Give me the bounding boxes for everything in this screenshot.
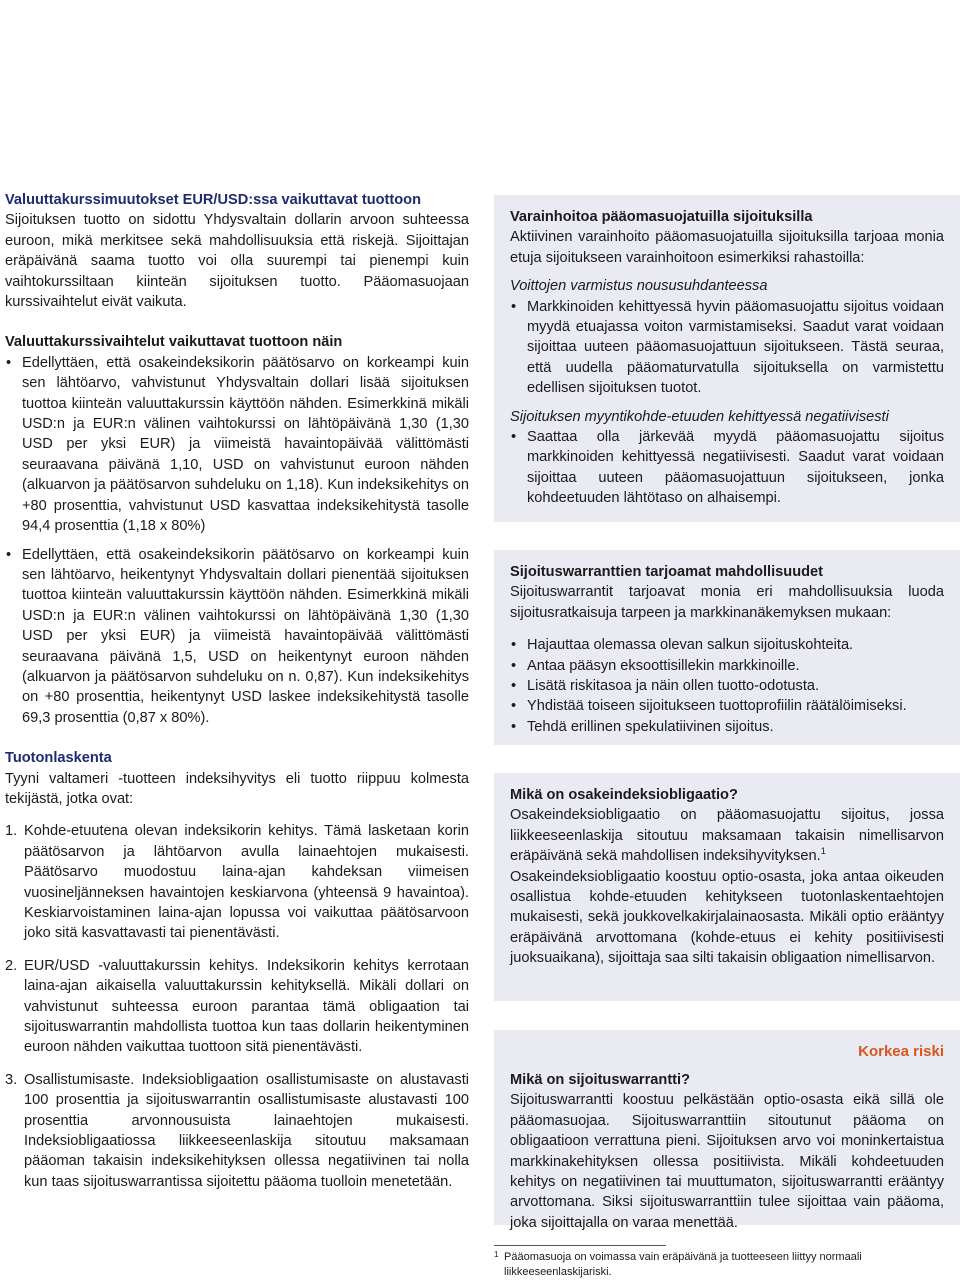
box-paragraph-structure: Osakeindeksiobligaatio koostuu optio-osasta, joka antaa oikeuden osallistua kohde-etuuden kehitykseen tuotonlaskentaehtojen mukaisesti, sekä joukkovelkakirjalainaosasta. Mikäli optio erääntyy eräpäivänä arvottomana (kohde-etuus ei kehity positiivisesti juoksuaikana), sijoittaja saa silti takaisin obligaation nimellisarvon.: [510, 868, 944, 967]
item-text: EUR/USD -valuuttakurssin kehitys. Indeksikorin kehitys kerrotaan laina-ajan aikaisella valuuttakurssin kehityksellä. Mikäli dollari on vahvistunut suhteessa euroon parantaa tämä obligaation tai sijoituswarrantin mahdollista tuottoa kun taas dollarin heikentyminen euroon nähden vaikuttaa tuottoon sitä pienentävästi.: [24, 957, 469, 1056]
bullet-weakened-usd: • Edellyttäen, että osakeindeksikorin päätösarvo on korkeampi kuin sen lähtöarvo, heikentynyt Yhdysvaltain dollari pienentää sijoituksen tuottoa kiinteän valuuttakurssin käyttöön nähden. Esimerkkinä mikäli USD:n ja EUR:n välinen vaihtokurssi on lähtöpäivänä 1,30 (1,30 USD per yksi EUR) ja viimeistä havaintopäivää välittömästi seuraavana päivänä 1,5, USD on heikentynyt euroon nähden (alkuarvon ja päätösarvon suhdeluku on n. 0,87). Kun indeksikehitys on +80 prosenttia, heikentynyt USD laskee indeksikehitystä tasolle 69,3 prosenttia (0,87 x 80%).: [5, 545, 469, 729]
section-title-return-calculation: Tuotonlaskenta: [5, 750, 112, 767]
list-item: • Lisätä riskitasoa ja näin ollen tuotto-odotusta.: [510, 676, 944, 696]
footnote-marker: 1: [494, 1250, 499, 1259]
info-box-asset-management: [494, 195, 960, 522]
list-item: • Yhdistää toiseen sijoitukseen tuottoprofiilin räätälöimiseksi.: [510, 696, 944, 716]
section-title-currency-effects: Valuuttakurssimuutokset EUR/USD:ssa vaikuttavat tuottoon: [5, 192, 421, 208]
bullet-strengthened-usd: • Edellyttäen, että osakeindeksikorin päätösarvo on korkeampi kuin sen lähtöarvo, vahvistunut Yhdysvaltain dollari lisää sijoituksen tuottoa kiinteän valuuttakurssin käyttöön nähden. Esimerkkinä mikäli USD:n ja EUR:n välinen vaihtokurssi on lähtöpäivänä 1,30 (1,30 USD per yksi EUR) ja viimeistä havaintopäivää välittömästi seuraavana päivänä 1,10, USD on vahvistunut euroon nähden (alkuarvon ja päätösarvon suhdeluku on 1,18). Kun indeksikehitys on +80 prosenttia, vahvistunut USD kasvattaa indeksikehitystä tasolle 94,4 prosenttia (1,18 x 80%): [5, 353, 469, 537]
footnote-reference: 1: [820, 846, 826, 857]
info-box-warrant-opportunities: [494, 550, 960, 745]
section-title-currency-fluctuations: Valuuttakurssivaihtelut vaikuttavat tuottoon näin: [5, 334, 343, 351]
item-text: Kohde-etuutena olevan indeksikorin kehitys. Tämä lasketaan korin päätösarvon ja lähtöarvon avulla lainaehtojen mukaisesti. Päätösarvo muodostuu laina-ajan kahdeksan viimeisen vuosineljänneksen havaintojen keskiarvona (yhteensä 9 havaintoa). Keskiarvoistaminen laina-ajan lopussa voi vaikuttaa päätösarvoon joko sitä kasvattavasti tai pienentävästi.: [24, 823, 469, 942]
footnote: [494, 1245, 934, 1280]
numbered-item-3: [5, 1070, 469, 1192]
box-subtitle-profit-lock: Voittojen varmistus noususuhdanteessa: [510, 278, 768, 295]
list-item: • Tehdä erillinen spekulatiivinen sijoitus.: [510, 717, 944, 737]
paragraph-return-intro: Tyyni valtameri -tuotteen indeksihyvitys eli tuotto riippuu kolmesta tekijästä, jotka ovat:: [5, 770, 469, 807]
box-title: Sijoituswarranttien tarjoamat mahdollisuudet: [510, 564, 824, 580]
item-number: 1.: [5, 823, 18, 840]
box-paragraph: Sijoituswarrantti koostuu pelkästään optio-osasta eikä sillä ole pääomasuojaa. Sijoituswarranttiin sitoutunut pääoma on obligaatioon verrattuna pieni. Sijoituksen arvo voi moninkertaistua markkinakehityksen ollessa positiivista. Mikäli kohdeetuuden kehitys on negatiivinen tai muuttumaton, sijoituswarrantti erääntyy arvottomana. Siksi sijoituswarranttiin tulee sijoittaa vain pääoma, joka sijoittajalla on varaa menettää.: [510, 1092, 944, 1231]
list-item: • Hajauttaa olemassa olevan salkun sijoituskohteita.: [510, 635, 944, 655]
item-number: 2.: [5, 957, 18, 974]
box-bullet-profit-lock: • Markkinoiden kehittyessä hyvin pääomasuojattu sijoitus voidaan myydä etuajassa voiton varmistamiseksi. Saadut varat voidaan sijoittaa uuteen pääomasuojattuun sijoitukseen. Tästä seuraa, että uudella pääomaturvatulla sijoituksella on varmistettu edellisen sijoituksen tuotot.: [510, 297, 944, 399]
left-column: [5, 190, 469, 1192]
numbered-item-1: [5, 821, 469, 943]
paragraph-currency-effects: Sijoituksen tuotto on sidottu Yhdysvaltain dollarin arvoon suhteessa euroon, mikä merkitsee sekä mahdollisuuksia että riskejä. Sijoittajan eräpäivänä saama tuotto voi olla suurempi tai pienempi kuin vaihtokurssiltaan kiinteän sijoituksen tuotto. Pääomasuojaan kurssivaihtelut eivät vaikuta.: [5, 212, 469, 311]
info-box-investment-warrant: [494, 1030, 960, 1231]
item-text: Osallistumisaste. Indeksiobligaation osallistumisaste on alustavasti 100 prosenttia ja sijoituswarrantin osallistumisaste alustavasti 100 prosenttia arvonnousuista lainaehtojen mukaisesti. Indeksiobligaatiossa liikkeeseenlaskija sitoutuu maksamaan pääoman takaisin indeksikehityksen ollessa negatiivinen tai nolla kun taas sijoituswarrantissa sijoitettu pääoma tuolloin menetetään.: [24, 1071, 469, 1190]
numbered-item-2: [5, 956, 469, 1058]
info-box-equity-index-bond: [494, 773, 960, 1001]
footnote-text: [494, 1250, 934, 1280]
box-bullet-negative-development: • Saattaa olla järkevää myydä pääomasuojattu sijoitus markkinoiden kehittyessä negatiivisesti. Saadut varat voidaan sijoittaa uuteen pääomasuojattuun sijoitukseen, jonka kohdeetuuden lähtötaso on alhaisempi.: [510, 427, 944, 509]
box-intro: Sijoituswarrantit tarjoavat monia eri mahdollisuuksia luoda sijoitusratkaisuja tarpeen ja markkinanäkemyksen mukaan:: [510, 584, 944, 621]
box-title: Mikä on osakeindeksiobligaatio?: [510, 787, 738, 803]
footnote-divider: [494, 1245, 666, 1246]
list-item: • Antaa pääsyn eksoottisillekin markkinoille.: [510, 656, 944, 676]
box-title: Mikä on sijoituswarrantti?: [510, 1072, 691, 1088]
item-number: 3.: [5, 1071, 18, 1088]
box-intro: Aktiivinen varainhoito pääomasuojatuilla sijoituksilla tarjoaa monia etuja sijoitukseen varainhoitoon esimerkiksi rahastoilla:: [510, 229, 944, 266]
footnote-body: Pääomasuoja on voimassa vain eräpäivänä ja tuotteeseen liittyy normaali liikkeeseenlaskijariski.: [504, 1251, 862, 1278]
box-paragraph-definition: [510, 805, 944, 866]
definition-text: Osakeindeksiobligaatio on pääomasuojattu sijoitus, jossa liikkeeseenlaskija sitoutuu maksamaan takaisin nimellisarvon eräpäivänä sekä mahdollisen indeksihyvityksen.: [510, 807, 944, 865]
risk-level-label: Korkea riski: [858, 1043, 944, 1060]
box-title: Varainhoitoa pääomasuojatuilla sijoituksilla: [510, 209, 813, 225]
box-subtitle-negative-development: Sijoituksen myyntikohde-etuuden kehittyessä negatiivisesti: [510, 408, 889, 425]
